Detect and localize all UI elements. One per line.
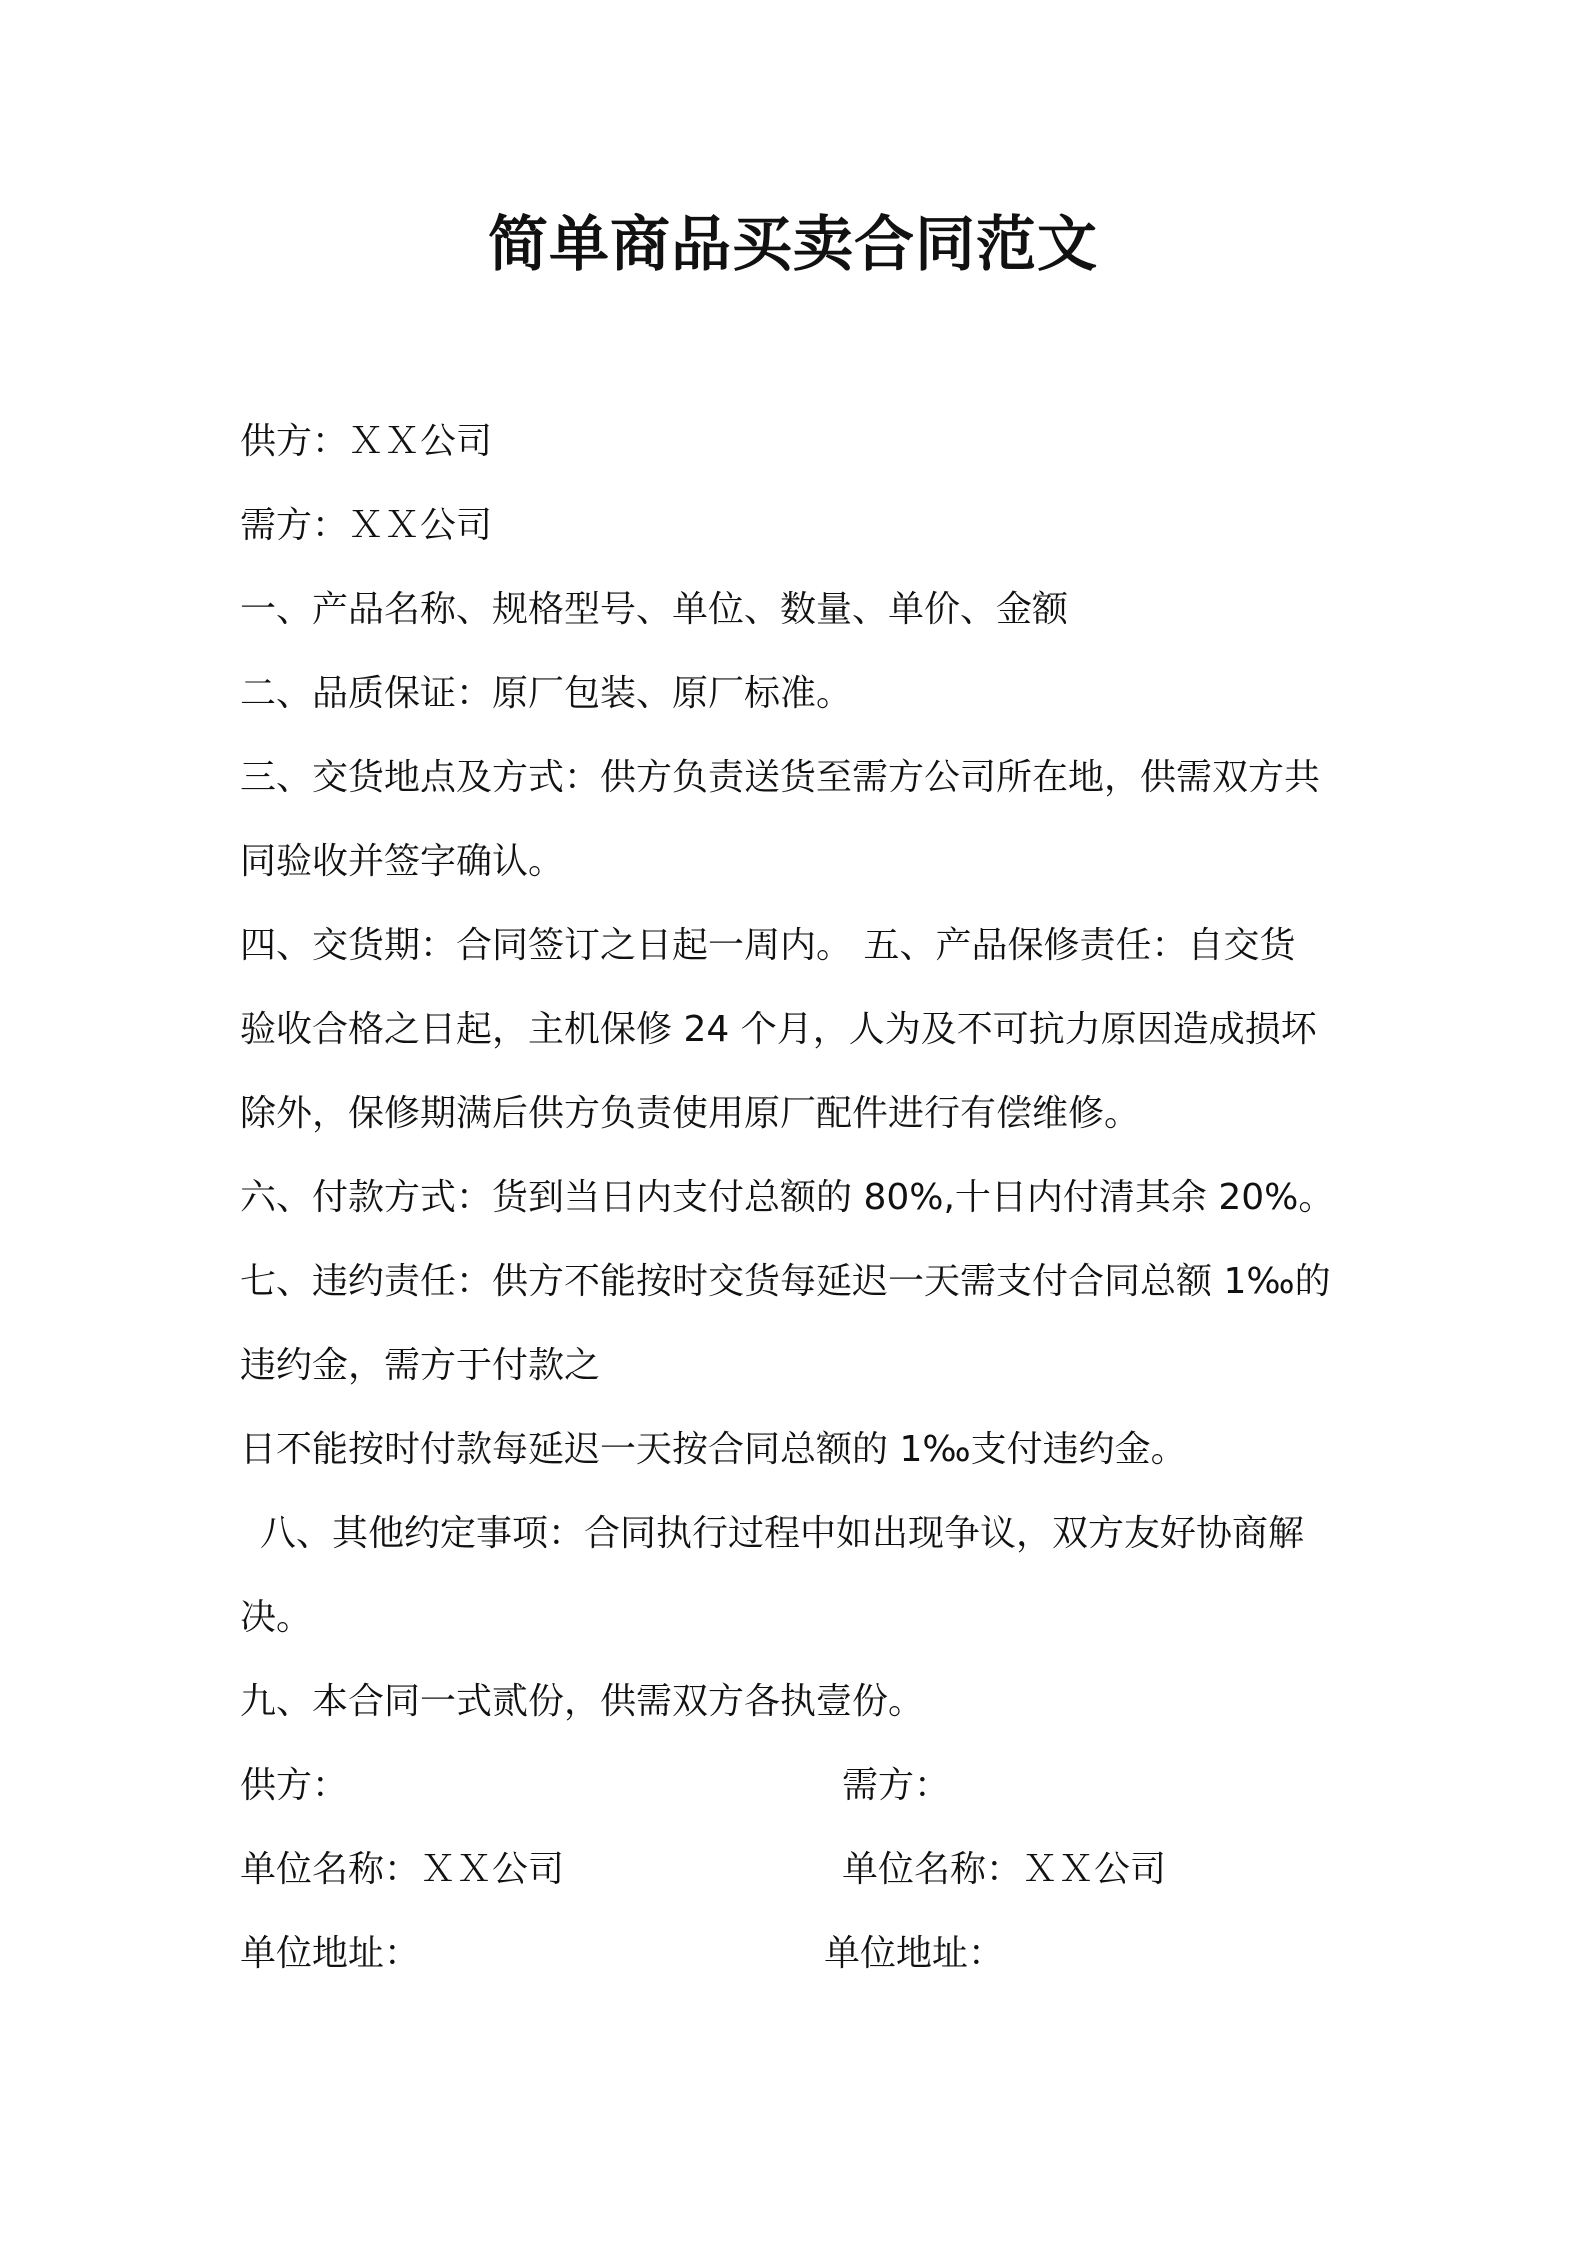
clause-5-part-3: 除外，保修期满后供方负责使用原厂配件进行有偿维修。 [240, 1093, 1141, 1134]
supplier-unit-address: 单位地址： [240, 1933, 421, 1974]
buyer-signature-label: 需方： [842, 1765, 951, 1806]
clause-3-part-2: 同验收并签字确认。 [240, 841, 565, 882]
document-body [240, 400, 1360, 1744]
buyer-line: 需方：ＸＸ公司 [240, 505, 493, 546]
clause-8-part-2: 决。 [240, 1597, 313, 1638]
clause-7-part-1: 七、违约责任：供方不能按时交货每延迟一天需支付合同总额 1‰的 [240, 1261, 1331, 1302]
clause-6: 六、付款方式：货到当日内支付总额的 80%,十日内付清其余 20%。 [240, 1177, 1335, 1218]
clause-9: 九、本合同一式贰份，供需双方各执壹份。 [240, 1681, 925, 1722]
clause-8-part-1: 八、其他约定事项：合同执行过程中如出现争议，双方友好协商解 [260, 1513, 1305, 1554]
document-title: 简单商品买卖合同范文 [488, 210, 1098, 280]
supplier-unit-name: 单位名称：ＸＸ公司 [240, 1849, 565, 1890]
clause-1: 一、产品名称、规格型号、单位、数量、单价、金额 [240, 589, 1069, 630]
clause-3-part-1: 三、交货地点及方式：供方负责送货至需方公司所在地，供需双方共 [240, 757, 1321, 798]
clause-2: 二、品质保证：原厂包装、原厂标准。 [240, 673, 853, 714]
clause-7-part-3: 日不能按时付款每延迟一天按合同总额的 1‰支付违约金。 [240, 1429, 1187, 1470]
clause-4-5-part-1: 四、交货期：合同签订之日起一周内。 五、产品保修责任：自交货 [240, 925, 1296, 966]
buyer-unit-address: 单位地址： [824, 1933, 1005, 1974]
supplier-line: 供方：ＸＸ公司 [240, 421, 493, 462]
clause-5-part-2: 验收合格之日起，主机保修 24 个月，人为及不可抗力原因造成损坏 [240, 1009, 1317, 1050]
supplier-signature-label: 供方： [240, 1765, 349, 1806]
clause-7-part-2: 违约金，需方于付款之 [240, 1345, 601, 1386]
buyer-unit-name: 单位名称：ＸＸ公司 [842, 1849, 1167, 1890]
